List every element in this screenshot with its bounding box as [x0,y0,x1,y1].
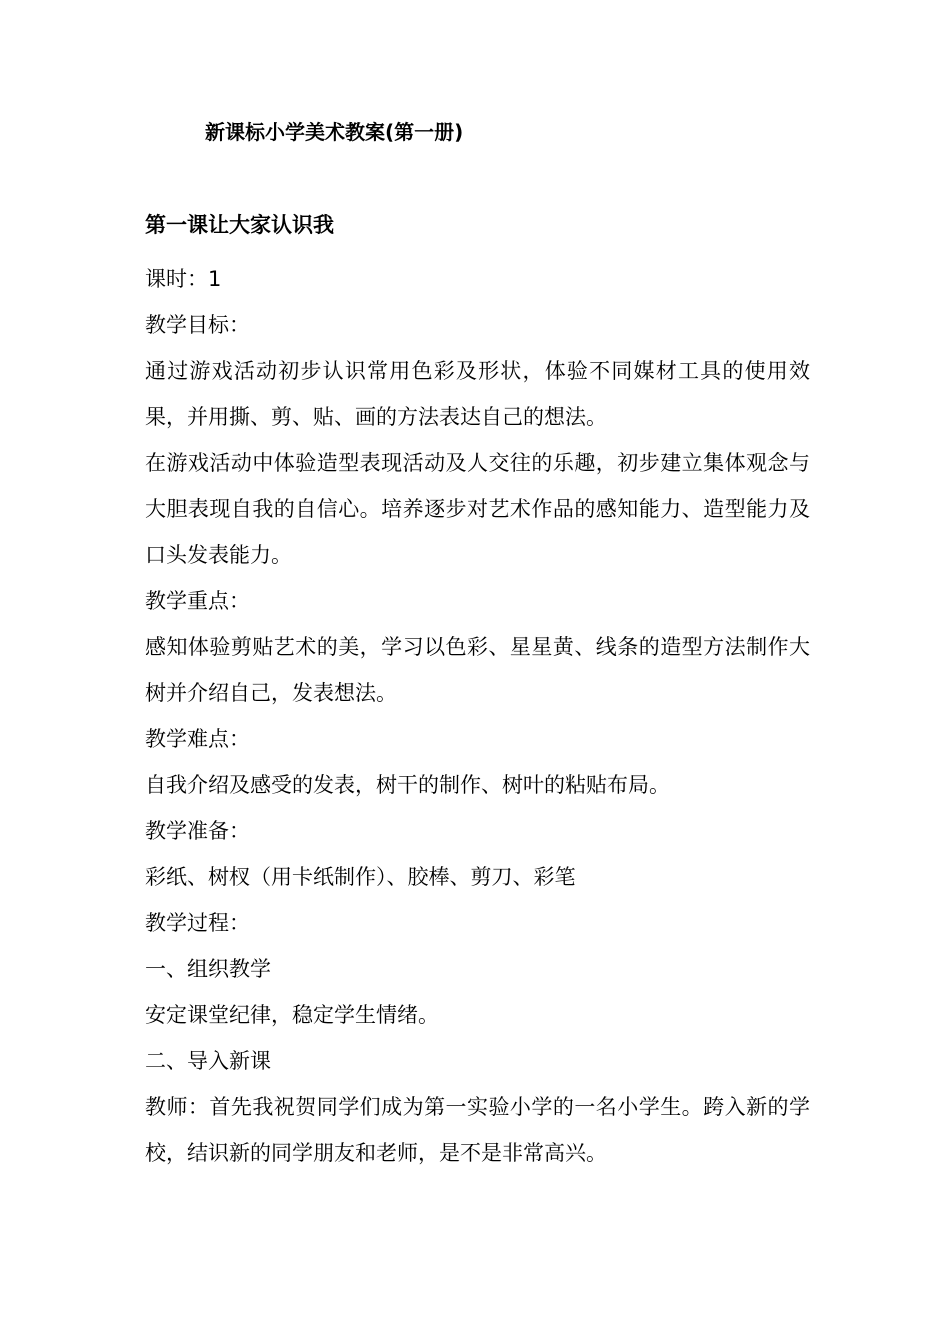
document-title: 新课标小学美术教案(第一册) [205,120,464,144]
difficulties-paragraph: 自我介绍及感受的发表，树干的制作、树叶的粘贴布局。 [145,773,670,797]
preparation-heading: 教学准备： [145,819,250,843]
step-1-heading: 一、组织教学 [145,957,271,981]
key-points-paragraph: 感知体验剪贴艺术的美，学习以色彩、星星黄、线条的造型方法制作大树并介绍自己，发表想法。 [145,635,810,705]
step-2-heading: 二、导入新课 [145,1049,271,1073]
preparation-paragraph: 彩纸、树杈（用卡纸制作）、胶棒、剪刀、彩笔 [145,865,576,889]
key-points-heading: 教学重点： [145,589,250,613]
step-1-paragraph: 安定课堂纪律，稳定学生情绪。 [145,1003,439,1027]
class-period-label: 课时： [145,267,208,291]
difficulties-heading: 教学难点： [145,727,250,751]
objectives-paragraph-2: 在游戏活动中体验造型表现活动及人交往的乐趣，初步建立集体观念与大胆表现自我的自信心。培养逐步对艺术作品的感知能力、造型能力及口头发表能力。 [145,451,810,567]
class-period-line [145,256,810,302]
objectives-heading: 教学目标： [145,313,250,337]
class-period-value: 1 [208,267,222,291]
objectives-paragraph-1: 通过游戏活动初步认识常用色彩及形状，体验不同媒材工具的使用效果，并用撕、剪、贴、画的方法表达自己的想法。 [145,359,810,429]
step-2-paragraph: 教师：首先我祝贺同学们成为第一实验小学的一名小学生。跨入新的学校，结识新的同学朋友和老师，是不是非常高兴。 [145,1095,810,1165]
lesson-title: 第一课让大家认识我 [145,213,334,237]
document-body [145,256,810,1176]
process-heading: 教学过程： [145,911,250,935]
